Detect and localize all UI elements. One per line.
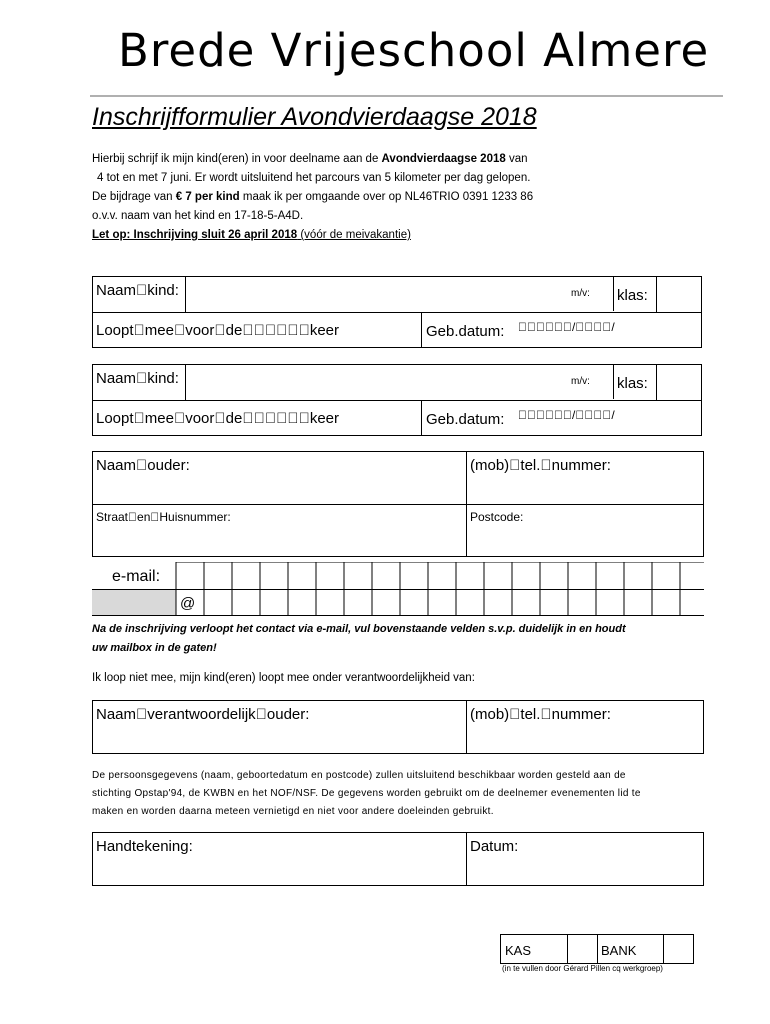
parent-name-label: Naam ouder: — [96, 457, 190, 474]
not-walking-text: Ik loop niet mee, mijn kind(eren) loopt mee onder verantwoordelijkheid van: — [92, 672, 475, 684]
dob-field[interactable]:       /    / — [518, 320, 615, 334]
dob-cell — [421, 400, 702, 435]
email-label-overlay: e-mail: — [112, 568, 161, 585]
dob-label: Geb.datum: — [426, 323, 505, 340]
child-name-label: Naam kind: — [96, 370, 179, 387]
cell-divider — [567, 935, 568, 963]
child-name-field[interactable] — [185, 365, 614, 400]
child-name-label: Naam kind: — [96, 282, 179, 299]
row-divider — [93, 504, 703, 505]
deadline: Let op: Inschrijving sluit 26 april 2018 — [92, 229, 298, 241]
school-name: Brede Vrijeschool Almere — [118, 24, 710, 77]
signature-block — [92, 832, 704, 886]
walk-times-label: Loopt mee voor de      keer — [96, 410, 340, 427]
street-label: Straat en Huisnummer: — [96, 510, 231, 524]
intro-text: Hierbij schrijf ik mijn kind(eren) in voor deelname aan de — [92, 153, 382, 165]
dob-field[interactable]:       /    / — [518, 408, 615, 422]
bank-label: BANK — [601, 943, 637, 958]
parent-block — [92, 451, 704, 557]
email-grid[interactable] — [92, 562, 704, 616]
intro-text: De bijdrage van — [92, 191, 176, 203]
gender-label: m/v: — [571, 376, 590, 387]
office-use-box — [500, 934, 694, 964]
postcode-label: Postcode: — [470, 510, 524, 524]
fee-amount: € 7 per kind — [175, 191, 240, 203]
column-divider — [466, 701, 467, 753]
cell-divider — [597, 935, 598, 963]
responsible-phone-label: (mob) tel. nummer: — [470, 706, 611, 723]
contact-note-line-1: Na de inschrijving verloopt het contact via e-mail, vul bovenstaande velden s.v.p. duidelijk in en houdt — [92, 623, 626, 635]
header-divider — [90, 95, 723, 97]
kas-label: KAS — [505, 943, 532, 958]
form-title: Inschrijfformulier Avondvierdaagse 2018 — [92, 103, 537, 131]
signature-label: Handtekening: — [96, 838, 193, 855]
class-field[interactable] — [656, 277, 703, 312]
column-divider — [466, 833, 467, 885]
responsible-name-label: Naam verantwoordelijk ouder: — [96, 706, 310, 723]
walk-times-label: Loopt mee voor de      keer — [96, 322, 340, 339]
child-block-1 — [92, 276, 702, 348]
dob-label: Geb.datum: — [426, 411, 505, 428]
intro-event: Avondvierdaagse 2018 — [381, 153, 506, 165]
date-label: Datum: — [470, 838, 519, 855]
responsible-block — [92, 700, 704, 754]
intro-line-4: o.v.v. naam van het kind en 17-18-5-A4D. — [92, 210, 304, 222]
parent-phone-label: (mob) tel. nummer: — [470, 457, 611, 474]
at-sign-overlay: @ — [180, 595, 196, 612]
privacy-line-2: stichting Opstap'94, de KWBN en het NOF/NSF. De gegevens worden gebruikt om de deelnemer evenementen lid te — [92, 788, 641, 799]
privacy-line-3: maken en worden daarna meteen vernietigd en niet voor andere doeleinden gebruikt. — [92, 806, 494, 817]
child-block-2 — [92, 364, 702, 436]
class-label: klas: — [613, 277, 648, 311]
class-field[interactable] — [656, 365, 703, 400]
dob-cell — [421, 312, 702, 347]
class-label: klas: — [613, 365, 648, 399]
office-use-note: (in te vullen door Gérard Pillen cq werkgroep) — [502, 964, 663, 973]
gender-label: m/v: — [571, 288, 590, 299]
contact-note-line-2: uw mailbox in de gaten! — [92, 642, 217, 654]
cell-divider — [663, 935, 664, 963]
privacy-line-1: De persoonsgegevens (naam, geboortedatum en postcode) zullen uitsluitend beschikbaar worden gesteld aan de — [92, 770, 626, 781]
intro-line-2: 4 tot en met 7 juni. Er wordt uitsluitend het parcours van 5 kilometer per dag gelopen. — [97, 172, 531, 184]
deadline-note: (vóór de meivakantie) — [297, 229, 411, 241]
child-name-field[interactable] — [185, 277, 614, 312]
intro-text: van — [505, 153, 528, 165]
deadline-line — [92, 226, 411, 245]
intro-line-1 — [92, 150, 528, 169]
intro-line-3 — [92, 188, 533, 207]
intro-text: maak ik per omgaande over op NL46TRIO 0391 1233 86 — [239, 191, 534, 203]
